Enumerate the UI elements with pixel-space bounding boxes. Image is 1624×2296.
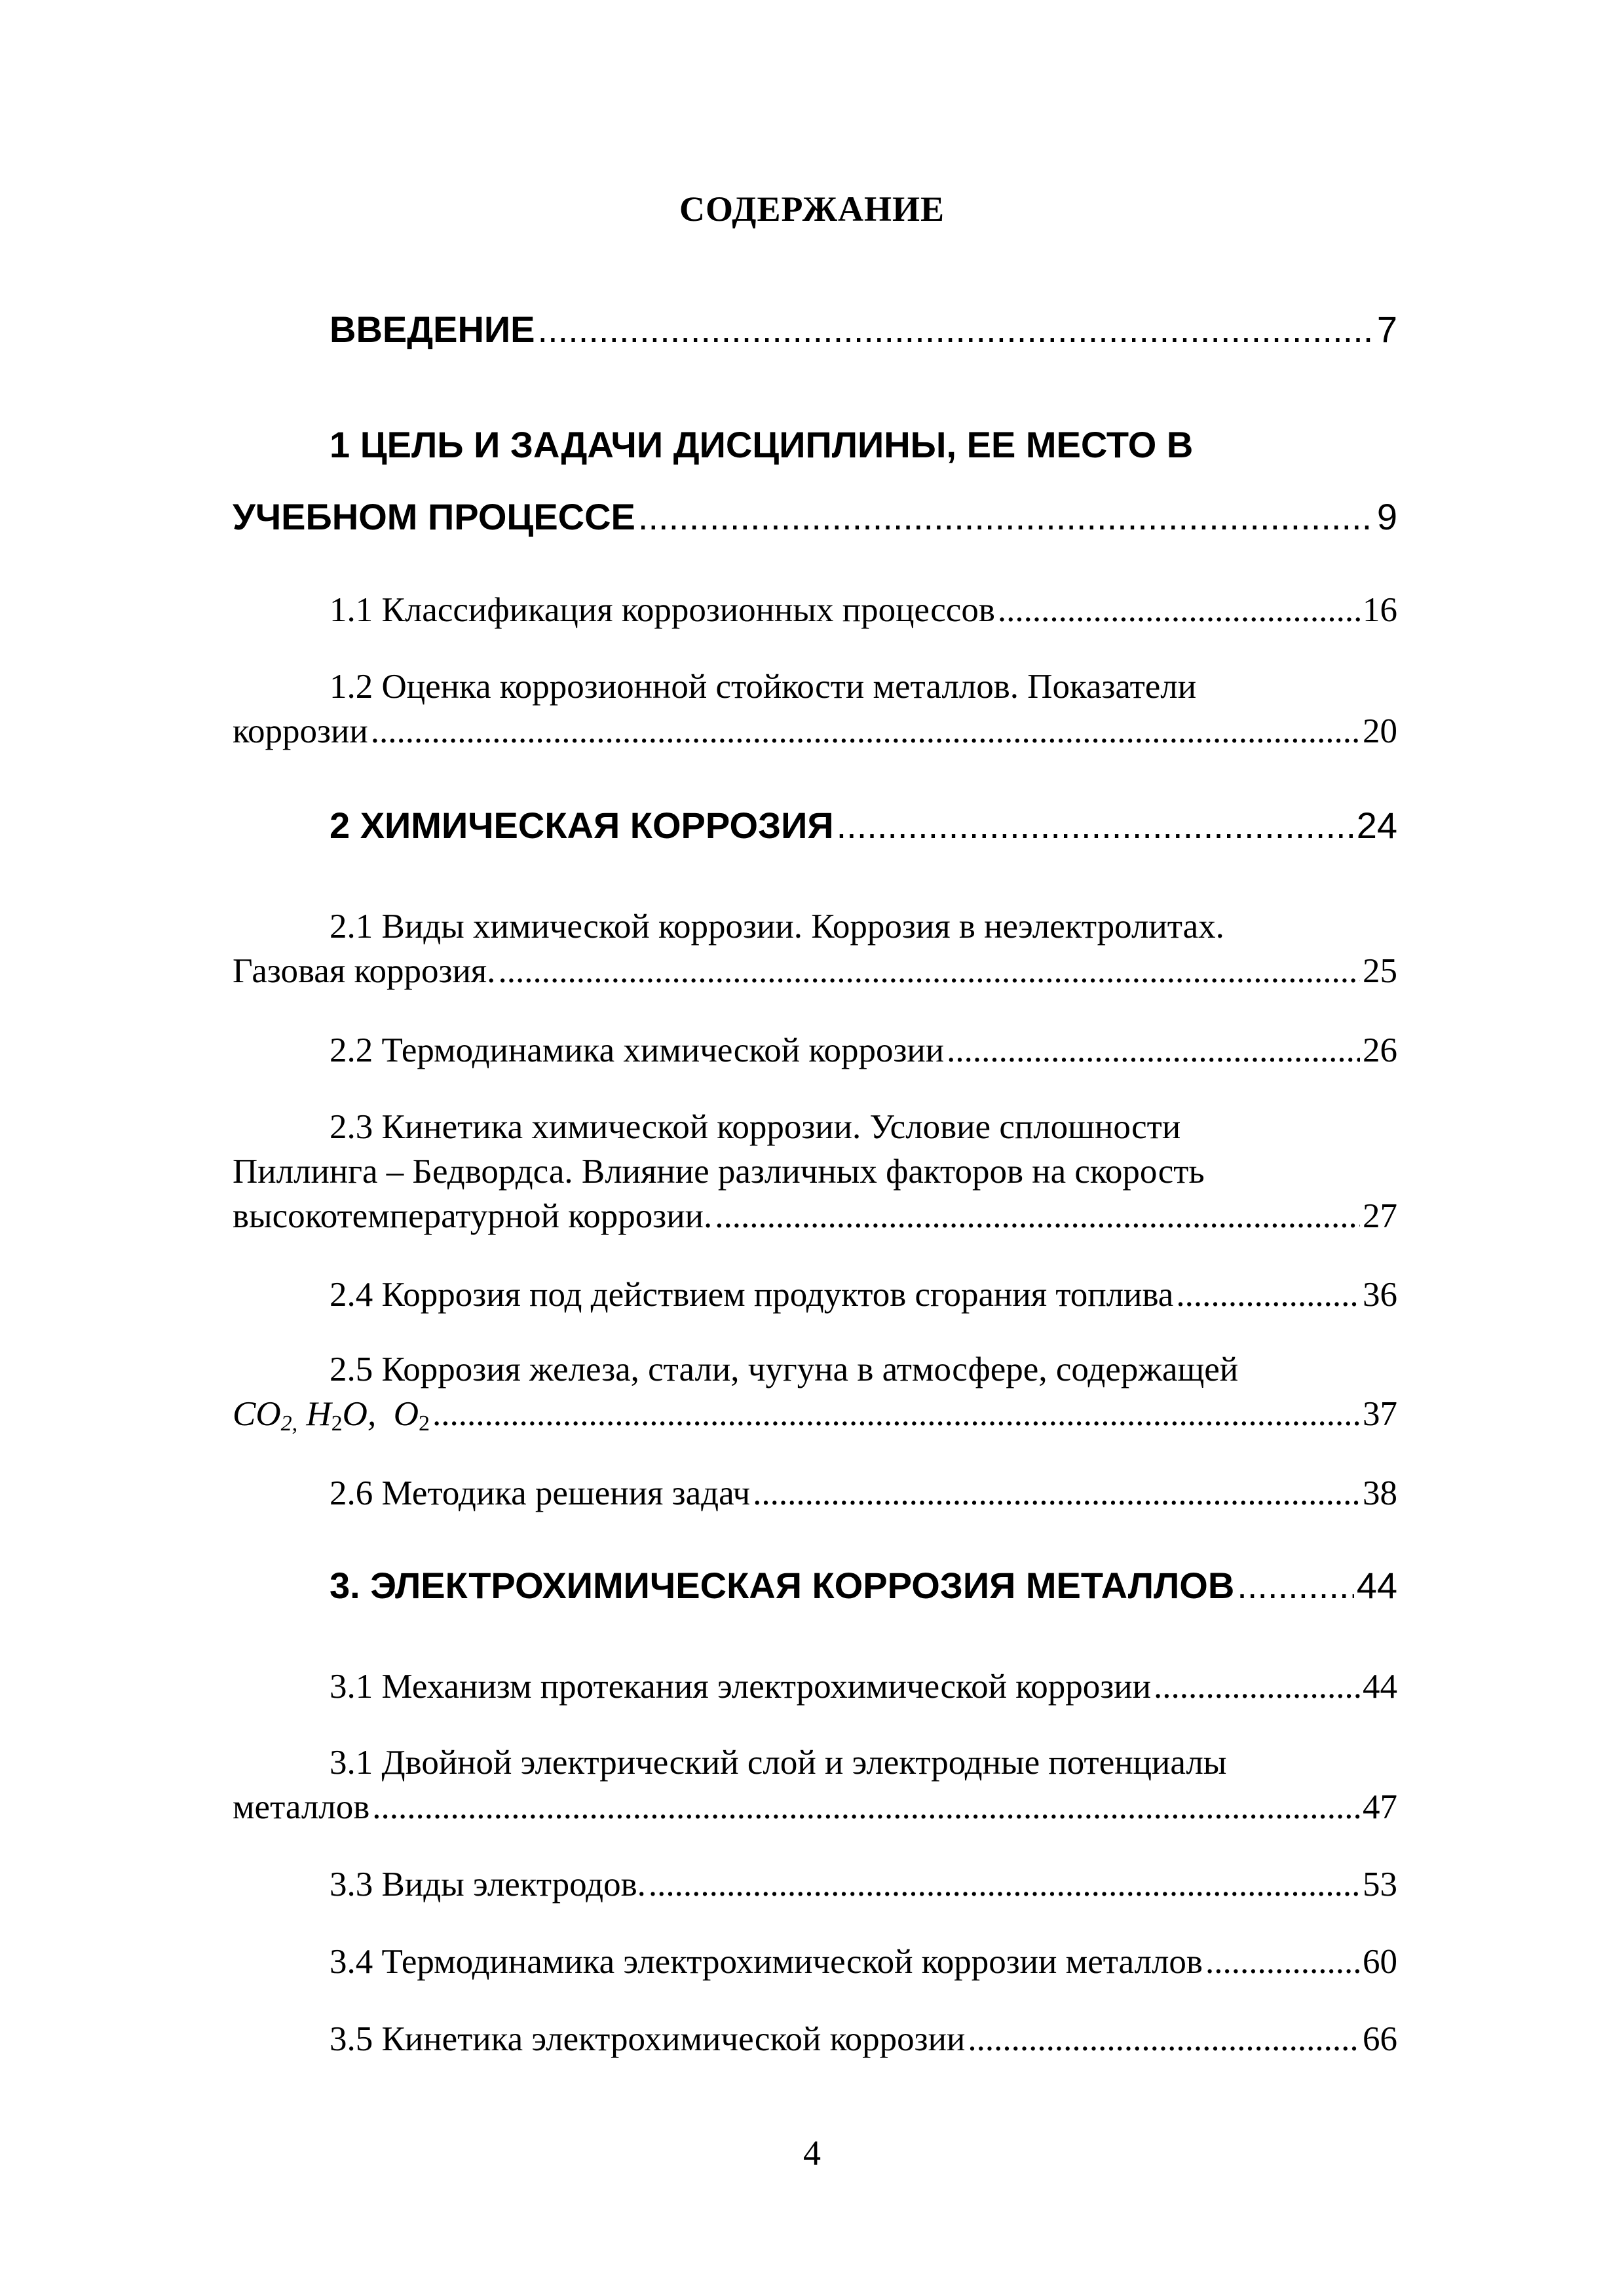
toc-entry-1-1[interactable] xyxy=(233,588,1397,632)
entry-label: 2.4 Коррозия под действием продуктов сгорания топлива xyxy=(330,1276,1174,1314)
entry-label: 2.2 Термодинамика химической коррозии xyxy=(330,1031,945,1069)
entry-label-line2: УЧЕБНОМ ПРОЦЕССЕ xyxy=(233,496,635,537)
entry-page: 26 xyxy=(1363,1031,1397,1069)
entry-label-line2: коррозии xyxy=(233,712,368,750)
entry-page: 44 xyxy=(1356,1565,1397,1606)
leader-dots xyxy=(498,949,1360,993)
entry-label: 1.1 Классификация коррозионных процессов xyxy=(330,591,995,629)
toc-entry-3-5[interactable] xyxy=(233,2017,1397,2061)
leader-dots xyxy=(538,294,1374,366)
toc-entry-3-1[interactable] xyxy=(233,1664,1397,1709)
entry-page: 7 xyxy=(1376,309,1397,350)
entry-page: 24 xyxy=(1356,805,1397,846)
leader-dots xyxy=(998,588,1360,632)
entry-label: 3.4 Термодинамика электрохимической коррозии металлов xyxy=(330,1943,1203,1981)
entry-label: 3.5 Кинетика электрохимической коррозии xyxy=(330,2020,966,2058)
entry-label: 3.3 Виды электродов. xyxy=(330,1866,646,1904)
leader-dots xyxy=(1205,1940,1360,1984)
leader-dots xyxy=(638,481,1374,553)
leader-dots xyxy=(947,1028,1360,1073)
entry-page: 36 xyxy=(1363,1276,1397,1314)
toc-entry-chapter-3[interactable] xyxy=(233,1550,1397,1622)
toc-entry-3-1-double-layer[interactable] xyxy=(233,1740,1397,1829)
toc-entry-2-3[interactable] xyxy=(233,1105,1397,1238)
page-number: 4 xyxy=(803,2133,821,2173)
toc-entry-2-1[interactable] xyxy=(233,904,1397,993)
toc-entry-1-2[interactable] xyxy=(233,664,1397,754)
leader-dots xyxy=(837,790,1354,862)
entry-page: 27 xyxy=(1363,1197,1397,1235)
entry-label: 3. ЭЛЕКТРОХИМИЧЕСКАЯ КОРРОЗИЯ МЕТАЛЛОВ xyxy=(330,1565,1235,1606)
entry-label-line1: 2.3 Кинетика химической коррозии. Условие сплошности xyxy=(330,1108,1181,1146)
entry-label: 3.1 Механизм протекания электрохимической коррозии xyxy=(330,1668,1151,1706)
leader-dots xyxy=(1237,1550,1353,1622)
entry-label: 2.6 Методика решения задач xyxy=(330,1474,751,1512)
entry-page: 53 xyxy=(1363,1866,1397,1904)
leader-dots xyxy=(1154,1664,1360,1709)
chemical-formula: $CO_{2,}$ $H_2O$, $O_2$ xyxy=(233,1395,430,1436)
entry-label-line1: 3.1 Двойной электрический слой и электродные потенциалы xyxy=(330,1744,1227,1782)
toc-entry-2-5[interactable] xyxy=(233,1347,1397,1436)
toc-entry-3-4[interactable] xyxy=(233,1940,1397,1984)
entry-page: 9 xyxy=(1376,496,1397,537)
entry-label: 2 ХИМИЧЕСКАЯ КОРРОЗИЯ xyxy=(330,805,834,846)
entry-label-line2: Пиллинга – Бедвордса. Влияние различных факторов на скорость xyxy=(233,1153,1205,1191)
entry-page: 25 xyxy=(1363,952,1397,990)
leader-dots xyxy=(649,1862,1360,1907)
entry-page: 60 xyxy=(1363,1943,1397,1981)
toc-entry-chapter-2[interactable] xyxy=(233,790,1397,862)
entry-page: 20 xyxy=(1363,712,1397,750)
toc-title: СОДЕРЖАНИЕ xyxy=(679,189,945,229)
leader-dots xyxy=(371,709,1360,754)
leader-dots xyxy=(968,2017,1360,2061)
entry-page: 47 xyxy=(1363,1788,1397,1826)
leader-dots xyxy=(432,1392,1360,1436)
entry-page: 66 xyxy=(1363,2020,1397,2058)
leader-dots xyxy=(1176,1272,1360,1317)
entry-page: 16 xyxy=(1363,591,1397,629)
entry-label-line1: 2.5 Коррозия железа, стали, чугуна в атмосфере, содержащей xyxy=(330,1350,1239,1388)
entry-label-line1: 1 ЦЕЛЬ И ЗАДАЧИ ДИСЦИПЛИНЫ, ЕЕ МЕСТО В xyxy=(330,424,1194,465)
toc-entry-3-3[interactable] xyxy=(233,1862,1397,1907)
toc-entry-2-4[interactable] xyxy=(233,1272,1397,1317)
entry-label-line1: 1.2 Оценка коррозионной стойкости металлов. Показатели xyxy=(330,668,1197,706)
toc-entry-2-6[interactable] xyxy=(233,1471,1397,1516)
leader-dots xyxy=(753,1471,1360,1516)
toc-entry-intro[interactable] xyxy=(233,294,1397,366)
leader-dots xyxy=(372,1785,1360,1829)
entry-label-line2: металлов xyxy=(233,1788,370,1826)
toc-entry-chapter-1[interactable] xyxy=(233,409,1397,553)
entry-page: 38 xyxy=(1363,1474,1397,1512)
entry-label-line1: 2.1 Виды химической коррозии. Коррозия в неэлектролитах. xyxy=(330,908,1224,946)
entry-page: 37 xyxy=(1363,1395,1397,1433)
entry-label: ВВЕДЕНИЕ xyxy=(330,309,535,350)
entry-page: 44 xyxy=(1363,1668,1397,1706)
leader-dots xyxy=(715,1194,1360,1238)
toc-entry-2-2[interactable] xyxy=(233,1028,1397,1073)
entry-label-line3: высокотемпературной коррозии. xyxy=(233,1197,713,1235)
entry-label-line2: Газовая коррозия. xyxy=(233,952,496,990)
